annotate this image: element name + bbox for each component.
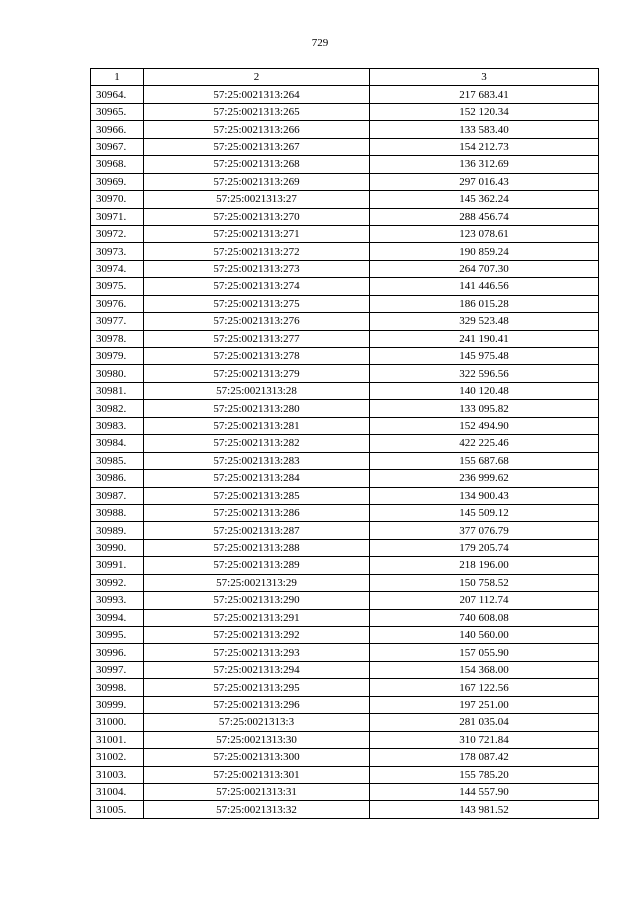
cadastral-number-cell: 57:25:0021313:274 [144,278,370,295]
value-cell: 190 859.24 [370,243,599,260]
row-number-cell: 30971. [91,208,144,225]
cadastral-number-cell: 57:25:0021313:270 [144,208,370,225]
row-number-cell: 30988. [91,504,144,521]
row-number-cell: 30972. [91,225,144,242]
table-row [91,783,599,800]
value-cell: 140 120.48 [370,382,599,399]
cadastral-number-cell: 57:25:0021313:290 [144,592,370,609]
value-cell: 140 560.00 [370,627,599,644]
value-cell: 422 225.46 [370,435,599,452]
cadastral-number-cell: 57:25:0021313:272 [144,243,370,260]
table-body [91,86,599,818]
row-number-cell: 30985. [91,452,144,469]
table-row [91,260,599,277]
value-cell: 152 120.34 [370,103,599,120]
cadastral-number-cell: 57:25:0021313:283 [144,452,370,469]
cadastral-number-cell: 57:25:0021313:30 [144,731,370,748]
cadastral-number-cell: 57:25:0021313:285 [144,487,370,504]
value-cell: 217 683.41 [370,86,599,103]
table-row [91,470,599,487]
row-number-cell: 31001. [91,731,144,748]
cadastral-number-cell: 57:25:0021313:278 [144,348,370,365]
cadastral-number-cell: 57:25:0021313:293 [144,644,370,661]
table-row [91,731,599,748]
value-cell: 141 446.56 [370,278,599,295]
cadastral-number-cell: 57:25:0021313:291 [144,609,370,626]
column-header-2: 2 [144,69,370,86]
value-cell: 178 087.42 [370,749,599,766]
table-row [91,313,599,330]
row-number-cell: 30996. [91,644,144,661]
table-row [91,801,599,818]
row-number-cell: 30993. [91,592,144,609]
cadastral-number-cell: 57:25:0021313:3 [144,714,370,731]
value-cell: 297 016.43 [370,173,599,190]
value-cell: 740 608.08 [370,609,599,626]
value-cell: 155 785.20 [370,766,599,783]
value-cell: 207 112.74 [370,592,599,609]
row-number-cell: 30984. [91,435,144,452]
table-row [91,714,599,731]
value-cell: 143 981.52 [370,801,599,818]
table-row [91,138,599,155]
table-row [91,592,599,609]
row-number-cell: 30995. [91,627,144,644]
row-number-cell: 30976. [91,295,144,312]
table-row [91,574,599,591]
value-cell: 145 362.24 [370,191,599,208]
cadastral-number-cell: 57:25:0021313:266 [144,121,370,138]
cadastral-number-cell: 57:25:0021313:282 [144,435,370,452]
table-row [91,557,599,574]
cadastral-number-cell: 57:25:0021313:279 [144,365,370,382]
value-cell: 145 975.48 [370,348,599,365]
cadastral-number-cell: 57:25:0021313:268 [144,156,370,173]
value-cell: 329 523.48 [370,313,599,330]
value-cell: 281 035.04 [370,714,599,731]
row-number-cell: 30992. [91,574,144,591]
cadastral-number-cell: 57:25:0021313:269 [144,173,370,190]
table-row [91,382,599,399]
row-number-cell: 30973. [91,243,144,260]
value-cell: 218 196.00 [370,557,599,574]
row-number-cell: 30966. [91,121,144,138]
table-row [91,522,599,539]
value-cell: 144 557.90 [370,783,599,800]
column-header-3: 3 [370,69,599,86]
value-cell: 134 900.43 [370,487,599,504]
table-row [91,208,599,225]
value-cell: 241 190.41 [370,330,599,347]
cadastral-number-cell: 57:25:0021313:296 [144,696,370,713]
table-row [91,661,599,678]
table-row [91,400,599,417]
value-cell: 145 509.12 [370,504,599,521]
row-number-cell: 30998. [91,679,144,696]
value-cell: 154 212.73 [370,138,599,155]
value-cell: 310 721.84 [370,731,599,748]
value-cell: 236 999.62 [370,470,599,487]
row-number-cell: 30967. [91,138,144,155]
table-row [91,487,599,504]
table-row [91,156,599,173]
cadastral-number-cell: 57:25:0021313:267 [144,138,370,155]
cadastral-number-cell: 57:25:0021313:271 [144,225,370,242]
value-cell: 133 583.40 [370,121,599,138]
cadastral-number-cell: 57:25:0021313:292 [144,627,370,644]
table-row [91,504,599,521]
cadastral-number-cell: 57:25:0021313:301 [144,766,370,783]
cadastral-number-cell: 57:25:0021313:277 [144,330,370,347]
cadastral-number-cell: 57:25:0021313:264 [144,86,370,103]
table-row [91,749,599,766]
table-row [91,278,599,295]
value-cell: 154 368.00 [370,661,599,678]
row-number-cell: 30968. [91,156,144,173]
row-number-cell: 30980. [91,365,144,382]
table-row [91,225,599,242]
cadastral-number-cell: 57:25:0021313:281 [144,417,370,434]
cadastral-number-cell: 57:25:0021313:286 [144,504,370,521]
value-cell: 133 095.82 [370,400,599,417]
cadastral-number-cell: 57:25:0021313:288 [144,539,370,556]
table-row [91,365,599,382]
table-row [91,679,599,696]
row-number-cell: 30989. [91,522,144,539]
table-row [91,644,599,661]
table-row [91,173,599,190]
row-number-cell: 30990. [91,539,144,556]
cadastral-number-cell: 57:25:0021313:273 [144,260,370,277]
table-row [91,86,599,103]
value-cell: 197 251.00 [370,696,599,713]
value-cell: 155 687.68 [370,452,599,469]
row-number-cell: 30975. [91,278,144,295]
cadastral-number-cell: 57:25:0021313:284 [144,470,370,487]
table-row [91,103,599,120]
row-number-cell: 30997. [91,661,144,678]
cadastral-number-cell: 57:25:0021313:289 [144,557,370,574]
table-row [91,696,599,713]
value-cell: 186 015.28 [370,295,599,312]
value-cell: 167 122.56 [370,679,599,696]
table-row [91,766,599,783]
table-row [91,191,599,208]
cadastral-number-cell: 57:25:0021313:265 [144,103,370,120]
row-number-cell: 31000. [91,714,144,731]
value-cell: 123 078.61 [370,225,599,242]
row-number-cell: 30974. [91,260,144,277]
row-number-cell: 30979. [91,348,144,365]
table-row [91,348,599,365]
row-number-cell: 30977. [91,313,144,330]
row-number-cell: 30994. [91,609,144,626]
row-number-cell: 30970. [91,191,144,208]
cadastral-number-cell: 57:25:0021313:294 [144,661,370,678]
table-row [91,330,599,347]
value-cell: 288 456.74 [370,208,599,225]
cadastral-number-cell: 57:25:0021313:27 [144,191,370,208]
cadastral-number-cell: 57:25:0021313:287 [144,522,370,539]
table-row [91,539,599,556]
row-number-cell: 31004. [91,783,144,800]
table-row [91,435,599,452]
cadastral-number-cell: 57:25:0021313:31 [144,783,370,800]
column-header-1: 1 [91,69,144,86]
row-number-cell: 30978. [91,330,144,347]
table-row [91,609,599,626]
row-number-cell: 30964. [91,86,144,103]
cadastral-number-cell: 57:25:0021313:276 [144,313,370,330]
row-number-cell: 30969. [91,173,144,190]
cadastral-number-cell: 57:25:0021313:280 [144,400,370,417]
value-cell: 322 596.56 [370,365,599,382]
row-number-cell: 31005. [91,801,144,818]
cadastral-number-cell: 57:25:0021313:29 [144,574,370,591]
row-number-cell: 30981. [91,382,144,399]
row-number-cell: 30987. [91,487,144,504]
row-number-cell: 30982. [91,400,144,417]
value-cell: 264 707.30 [370,260,599,277]
table-row [91,417,599,434]
row-number-cell: 31002. [91,749,144,766]
cadastral-number-cell: 57:25:0021313:32 [144,801,370,818]
table-row [91,243,599,260]
data-table [90,68,599,819]
table-row [91,295,599,312]
row-number-cell: 30991. [91,557,144,574]
row-number-cell: 30965. [91,103,144,120]
cadastral-number-cell: 57:25:0021313:275 [144,295,370,312]
value-cell: 150 758.52 [370,574,599,591]
cadastral-number-cell: 57:25:0021313:300 [144,749,370,766]
value-cell: 152 494.90 [370,417,599,434]
table-row [91,452,599,469]
table-row [91,627,599,644]
row-number-cell: 30999. [91,696,144,713]
table-row [91,121,599,138]
value-cell: 179 205.74 [370,539,599,556]
row-number-cell: 30986. [91,470,144,487]
value-cell: 136 312.69 [370,156,599,173]
row-number-cell: 30983. [91,417,144,434]
row-number-cell: 31003. [91,766,144,783]
table-header-row [91,69,599,86]
page-number: 729 [311,37,329,49]
value-cell: 377 076.79 [370,522,599,539]
value-cell: 157 055.90 [370,644,599,661]
cadastral-number-cell: 57:25:0021313:28 [144,382,370,399]
cadastral-number-cell: 57:25:0021313:295 [144,679,370,696]
